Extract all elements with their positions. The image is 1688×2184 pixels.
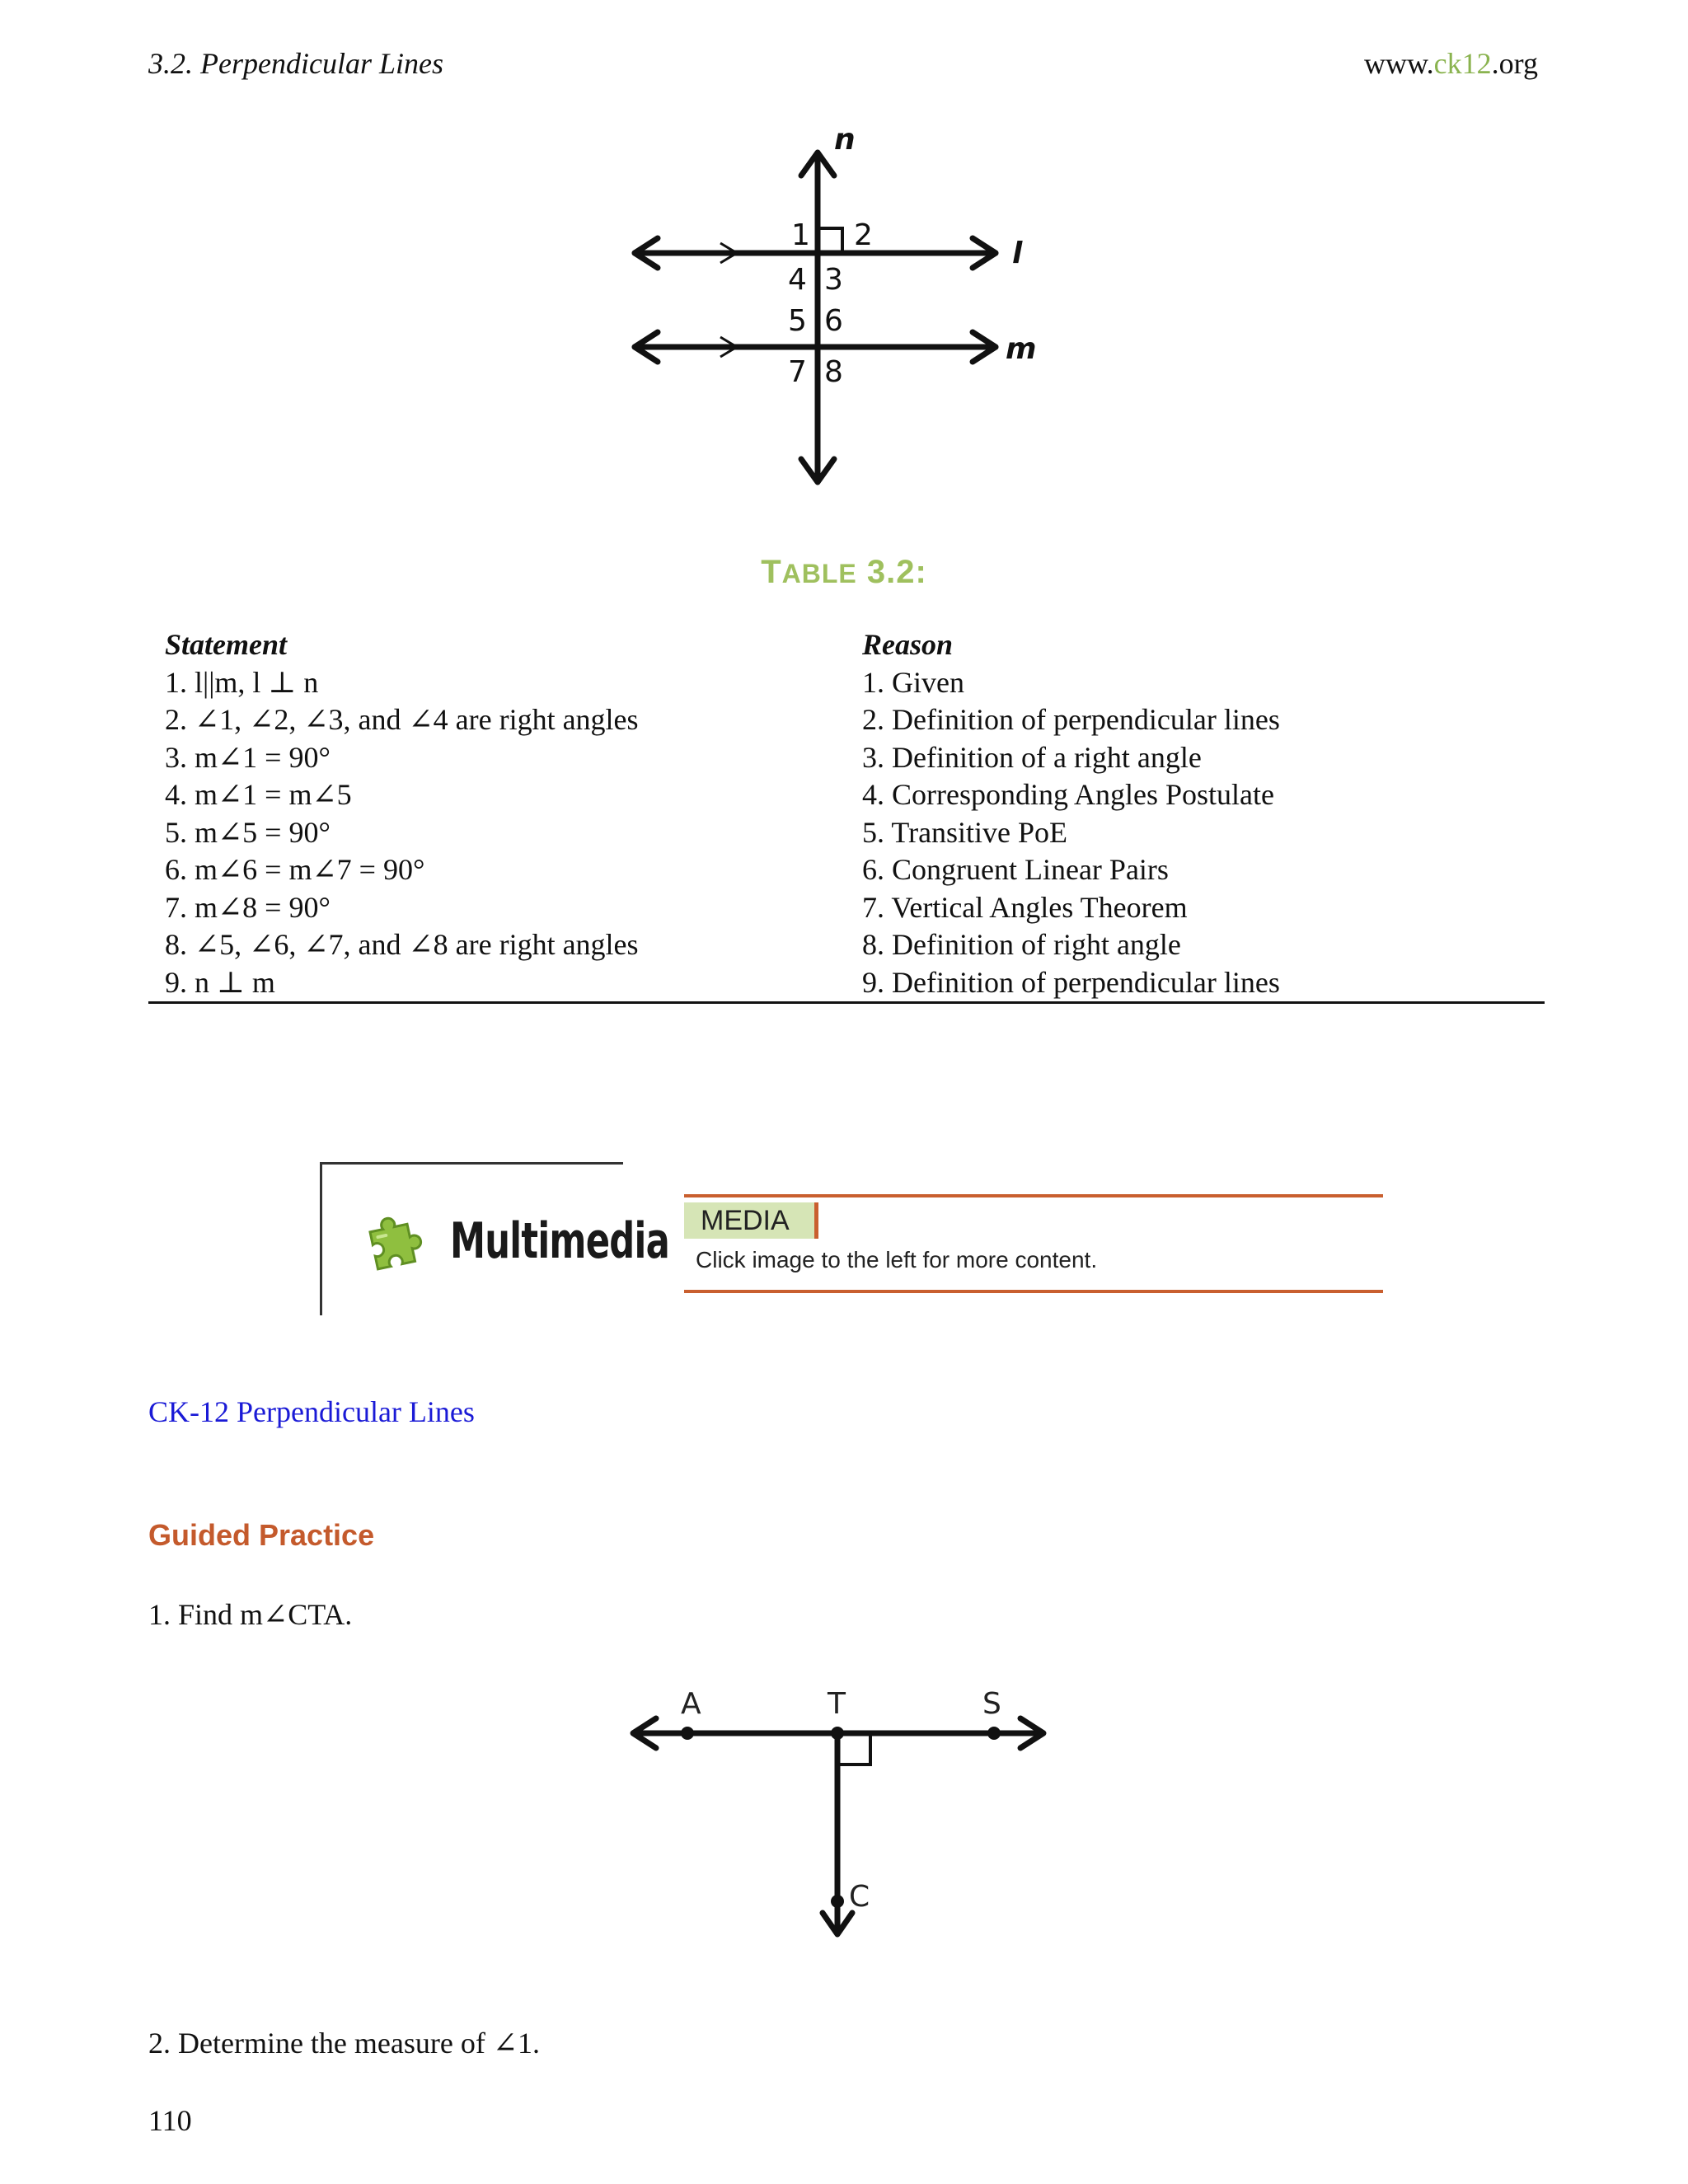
statement-cell: 6. m∠6 = m∠7 = 90° xyxy=(165,853,425,886)
point-c xyxy=(831,1895,844,1908)
question-1: 1. Find m∠CTA. xyxy=(148,1598,353,1631)
reason-cell: 4. Corresponding Angles Postulate xyxy=(862,778,1274,811)
table-caption-smallcaps: ABLE xyxy=(781,559,857,588)
point-a xyxy=(681,1727,694,1740)
table-row xyxy=(148,701,1545,739)
label-a: A xyxy=(681,1687,701,1721)
site-prefix: www. xyxy=(1364,47,1434,80)
header-statement: Statement xyxy=(165,628,288,661)
guided-practice-heading: Guided Practice xyxy=(148,1518,375,1552)
site-suffix: .org xyxy=(1491,47,1538,80)
table-caption xyxy=(0,554,1688,591)
video-link[interactable]: CK-12 Perpendicular Lines xyxy=(148,1395,475,1428)
table-row xyxy=(148,851,1545,889)
point-s xyxy=(987,1727,1001,1740)
table-caption-number: 3.2: xyxy=(856,554,927,590)
puzzle-piece-icon xyxy=(362,1209,428,1275)
statement-cell: 4. m∠1 = m∠5 xyxy=(165,778,352,811)
media-caption: Click image to the left for more content. xyxy=(696,1247,1098,1272)
site-link[interactable] xyxy=(1364,46,1538,81)
media-box xyxy=(684,1194,1383,1293)
statement-cell: 7. m∠8 = 90° xyxy=(165,890,331,924)
angle-label-3: 3 xyxy=(824,263,843,297)
table-row xyxy=(148,926,1545,964)
label-s: S xyxy=(982,1687,1001,1721)
table-row xyxy=(148,814,1545,852)
statement-cell: 1. l||m, l ⊥ n xyxy=(165,665,319,699)
reason-cell: 3. Definition of a right angle xyxy=(862,740,1202,774)
label-m: m xyxy=(1006,332,1037,366)
table-row xyxy=(148,889,1545,927)
reason-cell: 5. Transitive PoE xyxy=(862,815,1068,849)
table-row xyxy=(148,964,1545,1003)
reason-cell: 1. Given xyxy=(862,665,964,699)
reason-cell: 9. Definition of perpendicular lines xyxy=(862,965,1280,999)
table-row xyxy=(148,739,1545,777)
angle-label-7: 7 xyxy=(788,355,807,389)
header-reason: Reason xyxy=(862,628,954,661)
reason-cell: 8. Definition of right angle xyxy=(862,928,1181,961)
multimedia-label: Multimedia xyxy=(450,1212,670,1270)
table-caption-prefix: T xyxy=(761,554,782,590)
angle-label-5: 5 xyxy=(788,304,807,338)
statement-cell: 2. ∠1, ∠2, ∠3, and ∠4 are right angles xyxy=(165,703,639,736)
media-tag: MEDIA xyxy=(684,1202,818,1239)
label-t: T xyxy=(828,1687,846,1721)
table-row xyxy=(148,664,1545,702)
question-2: 2. Determine the measure of ∠1. xyxy=(148,2027,540,2060)
angle-label-4: 4 xyxy=(788,263,807,297)
tsa-figure xyxy=(626,1685,1071,1949)
label-n: n xyxy=(834,123,856,157)
running-head: 3.2. Perpendicular Lines xyxy=(148,47,443,80)
multimedia-thumbnail[interactable] xyxy=(320,1162,670,1315)
label-l: l xyxy=(1012,237,1023,270)
label-c: C xyxy=(849,1880,870,1914)
statement-cell: 9. n ⊥ m xyxy=(165,965,275,999)
reason-cell: 7. Vertical Angles Theorem xyxy=(862,890,1188,924)
page-number: 110 xyxy=(148,2104,192,2137)
reason-cell: 2. Definition of perpendicular lines xyxy=(862,703,1280,736)
proof-table xyxy=(148,626,1545,1004)
angle-label-8: 8 xyxy=(824,355,843,389)
angle-label-6: 6 xyxy=(824,304,843,338)
statement-cell: 8. ∠5, ∠6, ∠7, and ∠8 are right angles xyxy=(165,928,639,961)
angle-label-1: 1 xyxy=(791,218,810,252)
table-header-row xyxy=(148,626,1545,664)
statement-cell: 5. m∠5 = 90° xyxy=(165,815,331,849)
right-angle-mark xyxy=(818,228,842,253)
table-row xyxy=(148,776,1545,814)
point-t xyxy=(831,1727,844,1740)
angle-label-2: 2 xyxy=(854,218,873,252)
right-angle-mark xyxy=(837,1733,870,1765)
reason-cell: 6. Congruent Linear Pairs xyxy=(862,853,1169,886)
site-accent: ck12 xyxy=(1433,47,1492,80)
transversal-figure xyxy=(626,120,1063,499)
statement-cell: 3. m∠1 = 90° xyxy=(165,740,331,774)
